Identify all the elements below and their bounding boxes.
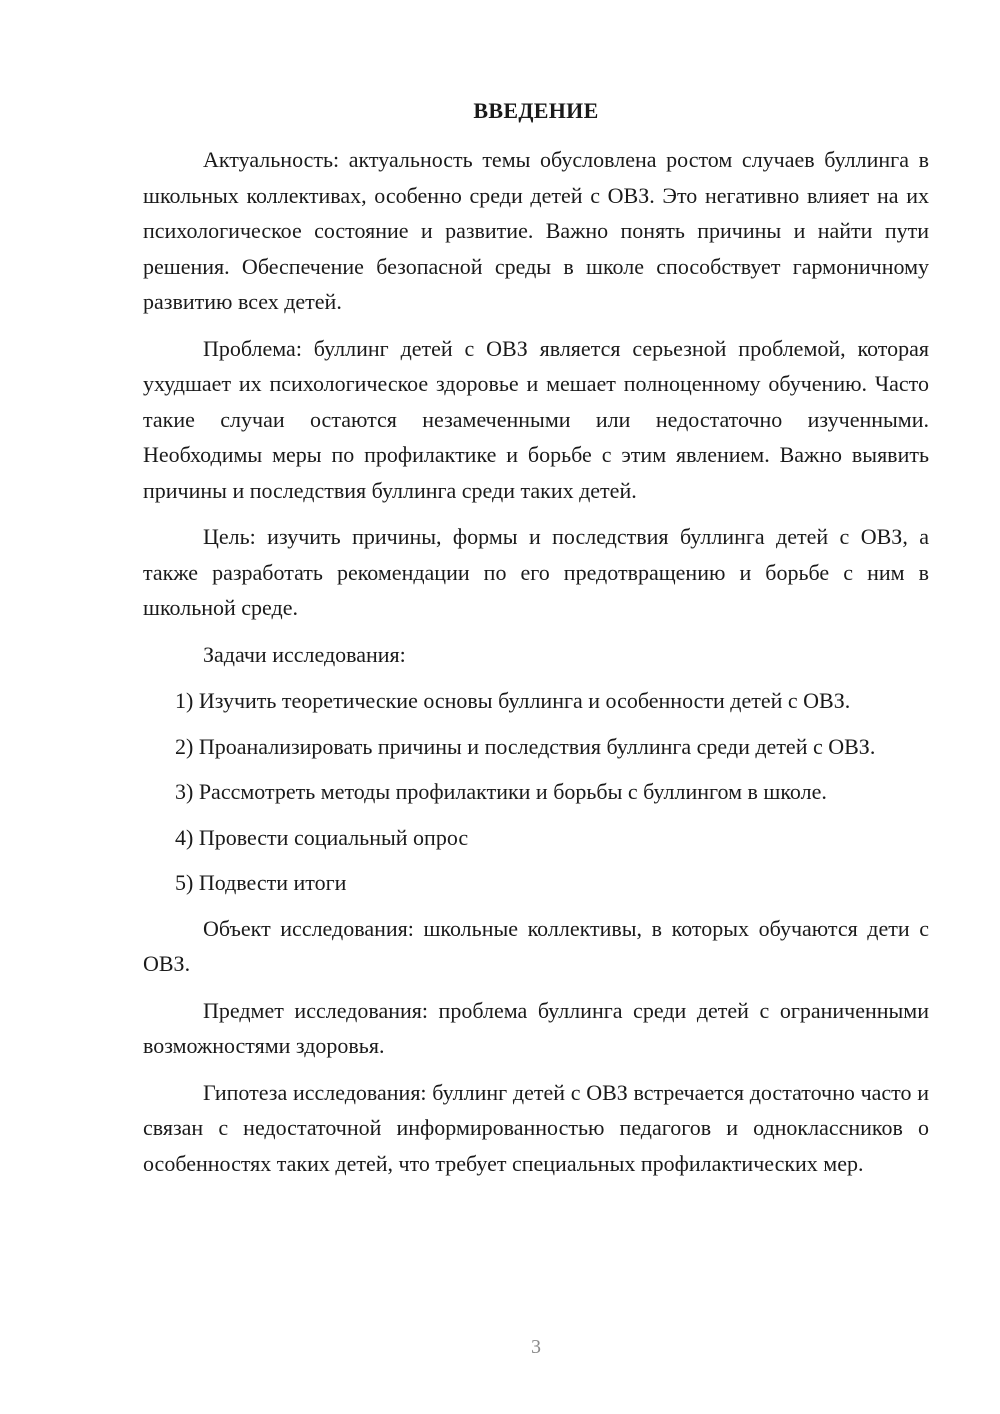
paragraph-object: Объект исследования: школьные коллективы, в которых обучаются дети с ОВЗ. bbox=[143, 915, 929, 976]
task-item-3: 3) Рассмотреть методы профилактики и борьбы с буллингом в школе. bbox=[175, 779, 827, 804]
task-item-1: 1) Изучить теоретические основы буллинга и особенности детей с ОВЗ. bbox=[175, 688, 851, 713]
section-title: ВВЕДЕНИЕ bbox=[473, 98, 599, 123]
paragraph-tasks-heading: Задачи исследования: bbox=[203, 641, 406, 667]
task-item-4: 4) Провести социальный опрос bbox=[175, 824, 469, 850]
paragraph-goal: Цель: изучить причины, формы и последствия буллинга детей с ОВЗ, а также разработать рекомендации по его предотвращению и борьбе с ним в школьной среде. bbox=[143, 524, 929, 620]
task-item-2: 2) Проанализировать причины и последствия буллинга среди детей с ОВЗ. bbox=[175, 733, 876, 759]
document-page bbox=[143, 0, 929, 1414]
paragraph-subject: Предмет исследования: проблема буллинга среди детей с ограниченными возможностями здоровья. bbox=[143, 997, 929, 1058]
paragraph-hypothesis: Гипотеза исследования: буллинг детей с ОВЗ встречается достаточно часто и связан с недостаточной информированностью педагогов и одноклассников о особенностях таких детей, что требует специальных профилактических мер. bbox=[143, 1079, 929, 1176]
page-number: 3 bbox=[531, 1336, 541, 1358]
task-item-5: 5) Подвести итоги bbox=[175, 870, 347, 895]
document-body bbox=[143, 142, 929, 1192]
paragraph-relevance: Актуальность: актуальность темы обусловлена ростом случаев буллинга в школьных коллективах, особенно среди детей с ОВЗ. Это негативно влияет на их психологическое состояние и развитие. Важно понять причины и найти пути решения. Обеспечение безопасной среды в школе способствует гармоничному развитию всех детей. bbox=[143, 147, 929, 314]
paragraph-problem: Проблема: буллинг детей с ОВЗ является серьезной проблемой, которая ухудшает их психологическое здоровье и мешает полноценному обучению. Часто такие случаи остаются незамеченными или недостаточно изученными. Необходимы меры по профилактике и борьбе с этим явлением. Важно выявить причины и последствия буллинга среди таких детей. bbox=[143, 335, 929, 503]
